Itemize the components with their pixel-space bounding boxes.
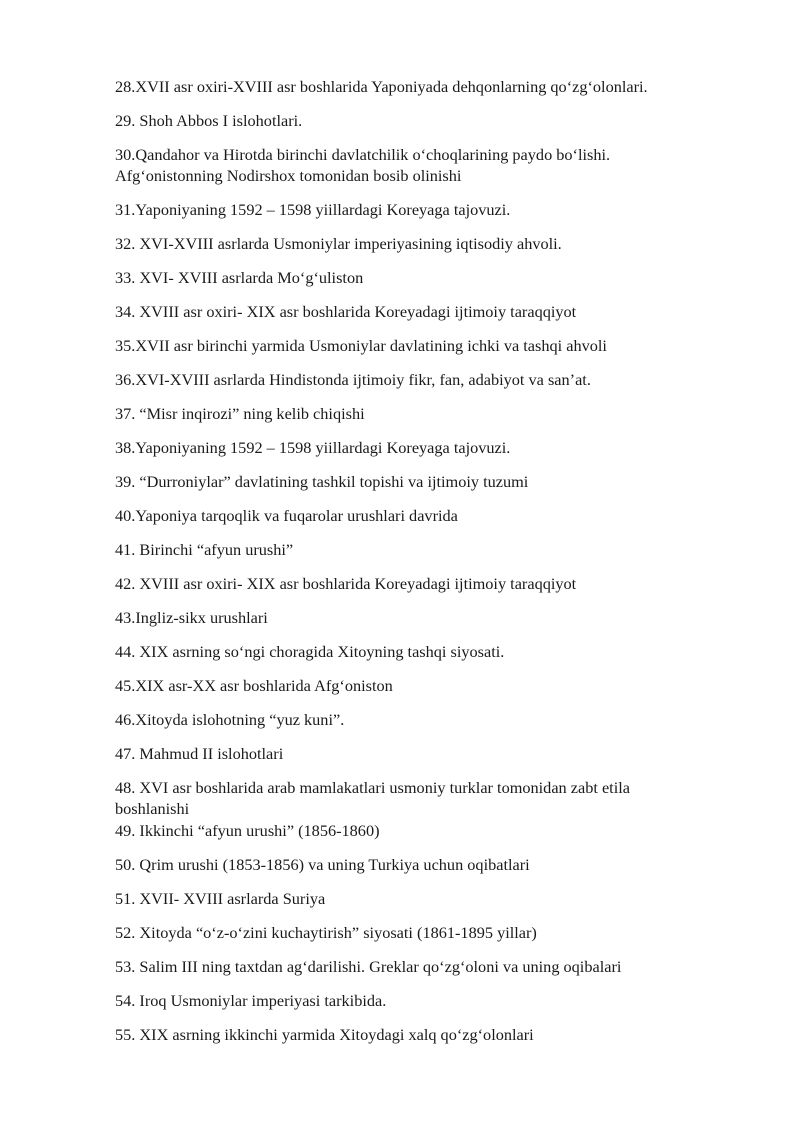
list-item-text: 55. XIX asrning ikkinchi yarmida Xitoydagi xalq qo‘zg‘olonlari bbox=[115, 1025, 534, 1044]
list-item-text: 48. XVI asr boshlarida arab mamlakatlari usmoniy turklar tomonidan zabt etila bbox=[115, 778, 630, 797]
list-item-48 bbox=[115, 777, 755, 819]
topic-list bbox=[115, 76, 755, 1058]
list-item-text: 51. XVII- XVIII asrlarda Suriya bbox=[115, 889, 326, 908]
list-item-text: 50. Qrim urushi (1853-1856) va uning Turkiya uchun oqibatlari bbox=[115, 855, 530, 874]
list-item-text: 52. Xitoyda “o‘z-o‘zini kuchaytirish” siyosati (1861-1895 yillar) bbox=[115, 923, 537, 942]
list-item-34 bbox=[115, 301, 755, 322]
list-item-42 bbox=[115, 573, 755, 594]
list-item-text: 38.Yaponiyaning 1592 – 1598 yiillardagi Koreyaga tajovuzi. bbox=[115, 438, 511, 457]
list-item-40 bbox=[115, 505, 755, 526]
list-item-37 bbox=[115, 403, 755, 424]
list-item-51 bbox=[115, 888, 755, 909]
list-item-text-continued: boshlanishi bbox=[115, 799, 190, 818]
list-item-text: 41. Birinchi “afyun urushi” bbox=[115, 540, 294, 559]
list-item-38 bbox=[115, 437, 755, 458]
list-item-text: 46.Xitoyda islohotning “yuz kuni”. bbox=[115, 710, 345, 729]
list-item-text: 34. XVIII asr oxiri- XIX asr boshlarida Koreyadagi ijtimoiy taraqqiyot bbox=[115, 302, 577, 321]
list-item-text: 42. XVIII asr oxiri- XIX asr boshlarida Koreyadagi ijtimoiy taraqqiyot bbox=[115, 574, 577, 593]
list-item-46 bbox=[115, 709, 755, 730]
list-item-31 bbox=[115, 199, 755, 220]
list-item-text-continued: Afg‘onistonning Nodirshox tomonidan bosib olinishi bbox=[115, 166, 462, 185]
list-item-55 bbox=[115, 1024, 755, 1045]
list-item-28 bbox=[115, 76, 755, 97]
list-item-text: 31.Yaponiyaning 1592 – 1598 yiillardagi Koreyaga tajovuzi. bbox=[115, 200, 511, 219]
list-item-text: 30.Qandahor va Hirotda birinchi davlatchilik o‘choqlarining paydo bo‘lishi. bbox=[115, 145, 611, 164]
list-item-44 bbox=[115, 641, 755, 662]
list-item-text: 49. Ikkinchi “afyun urushi” (1856-1860) bbox=[115, 821, 380, 840]
list-item-30 bbox=[115, 144, 755, 186]
list-item-text: 33. XVI- XVIII asrlarda Mo‘g‘uliston bbox=[115, 268, 364, 287]
list-item-53 bbox=[115, 956, 755, 977]
list-item-47 bbox=[115, 743, 755, 764]
list-item-32 bbox=[115, 233, 755, 254]
list-item-54 bbox=[115, 990, 755, 1011]
list-item-50 bbox=[115, 854, 755, 875]
list-item-35 bbox=[115, 335, 755, 356]
list-item-36 bbox=[115, 369, 755, 390]
list-item-29 bbox=[115, 110, 755, 131]
list-item-text: 36.XVI-XVIII asrlarda Hindistonda ijtimoiy fikr, fan, adabiyot va san’at. bbox=[115, 370, 591, 389]
list-item-text: 44. XIX asrning so‘ngi choragida Xitoyning tashqi siyosati. bbox=[115, 642, 505, 661]
list-item-text: 53. Salim III ning taxtdan ag‘darilishi. Greklar qo‘zg‘oloni va uning oqibalari bbox=[115, 957, 622, 976]
list-item-text: 37. “Misr inqirozi” ning kelib chiqishi bbox=[115, 404, 365, 423]
list-item-text: 29. Shoh Abbos I islohotlari. bbox=[115, 111, 303, 130]
list-item-text: 45.XIX asr-XX asr boshlarida Afg‘oniston bbox=[115, 676, 393, 695]
list-item-text: 43.Ingliz-sikx urushlari bbox=[115, 608, 268, 627]
list-item-text: 54. Iroq Usmoniylar imperiyasi tarkibida. bbox=[115, 991, 387, 1010]
list-item-text: 39. “Durroniylar” davlatining tashkil topishi va ijtimoiy tuzumi bbox=[115, 472, 529, 491]
list-item-49 bbox=[115, 820, 755, 841]
list-item-45 bbox=[115, 675, 755, 696]
list-item-41 bbox=[115, 539, 755, 560]
list-item-text: 47. Mahmud II islohotlari bbox=[115, 744, 284, 763]
list-item-39 bbox=[115, 471, 755, 492]
list-item-text: 28.XVII asr oxiri-XVIII asr boshlarida Yaponiyada dehqonlarning qo‘zg‘olonlari. bbox=[115, 77, 648, 96]
list-item-33 bbox=[115, 267, 755, 288]
list-item-text: 40.Yaponiya tarqoqlik va fuqarolar urushlari davrida bbox=[115, 506, 458, 525]
list-item-43 bbox=[115, 607, 755, 628]
list-item-text: 35.XVII asr birinchi yarmida Usmoniylar davlatining ichki va tashqi ahvoli bbox=[115, 336, 607, 355]
list-item-52 bbox=[115, 922, 755, 943]
list-item-text: 32. XVI-XVIII asrlarda Usmoniylar imperiyasining iqtisodiy ahvoli. bbox=[115, 234, 562, 253]
